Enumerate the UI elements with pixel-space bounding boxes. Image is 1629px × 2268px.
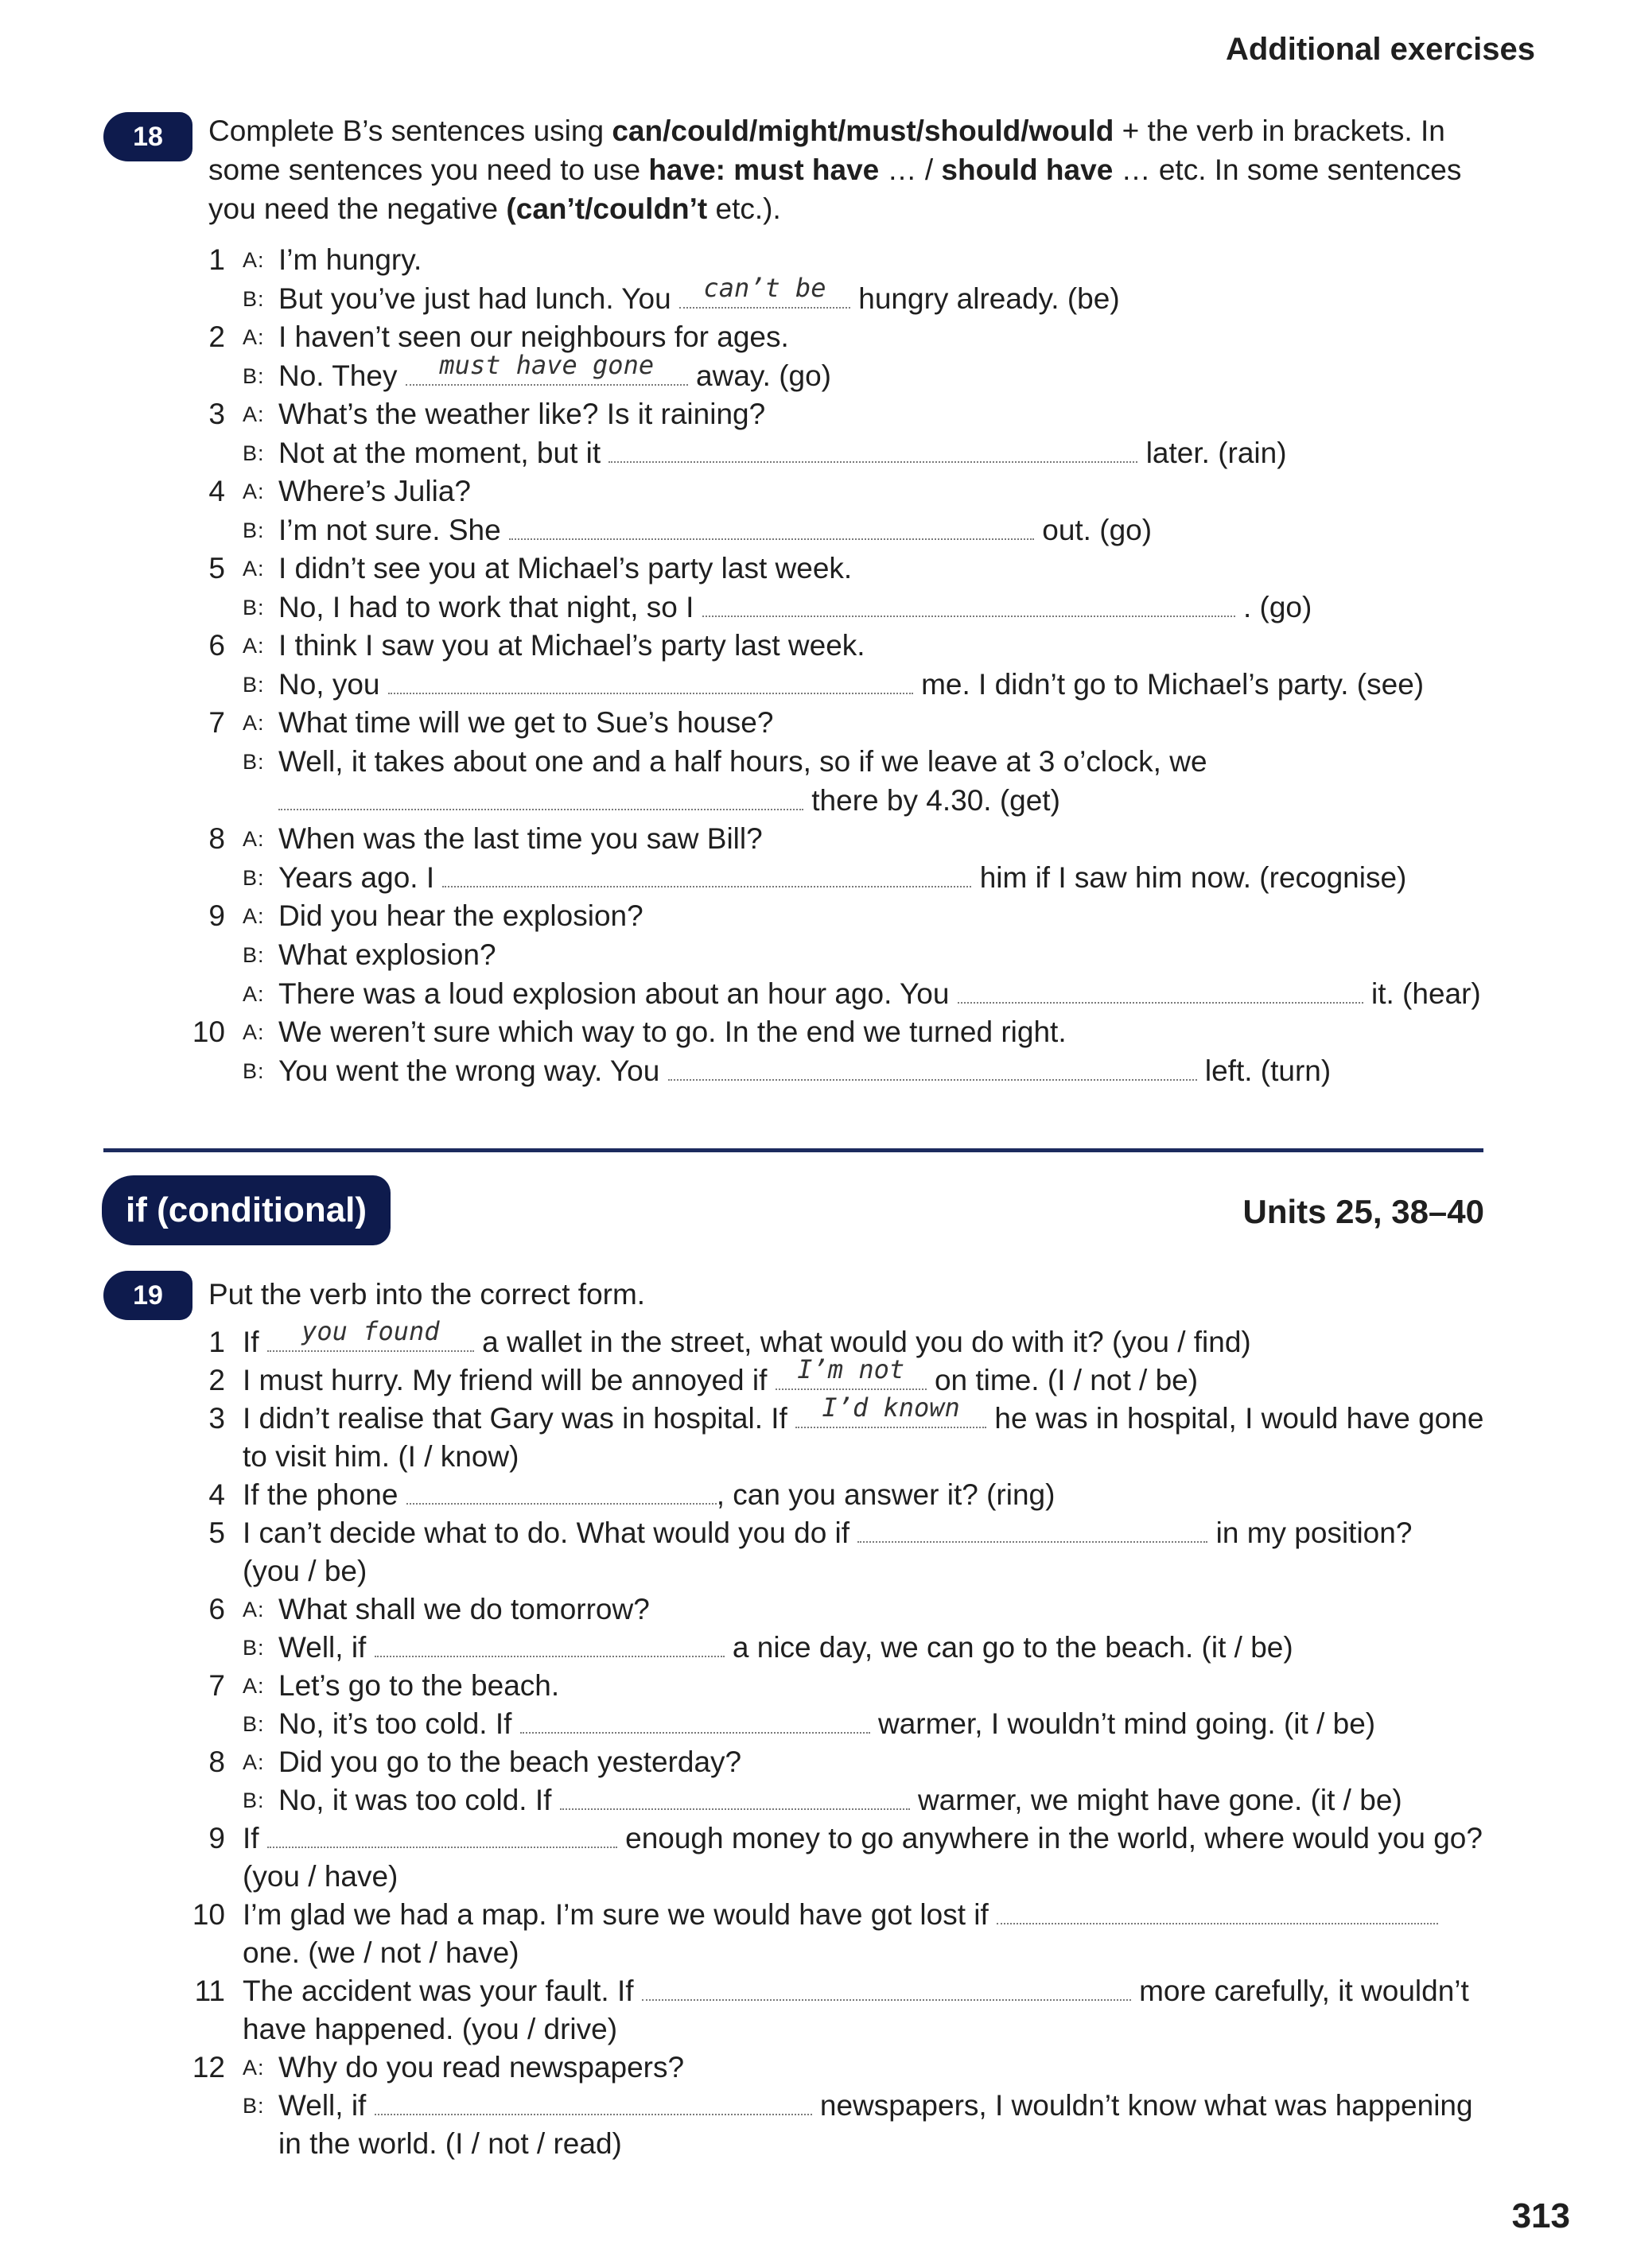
answer-blank[interactable]: [997, 1901, 1438, 1924]
speaker-label: A:: [243, 248, 265, 272]
item-number: 3: [208, 398, 225, 430]
exercise-line-cont: have happened. (you / drive): [243, 2013, 618, 2045]
dialogue-line-b: No, it’s too cold. If warmer, I wouldn’t mind going. (it / be): [278, 1707, 1376, 1740]
exercise-line-cont: (you / have): [243, 1860, 399, 1893]
dialogue-line-a: Did you hear the explosion?: [278, 899, 643, 932]
item-number: 2: [208, 320, 225, 353]
answer-blank[interactable]: [776, 1354, 927, 1390]
speaker-label: A:: [243, 1674, 265, 1698]
answer-blank[interactable]: [702, 593, 1235, 617]
answer-blank[interactable]: [679, 273, 850, 309]
exercise-line: I must hurry. My friend will be annoyed if I’m not on time. (I / not / be): [243, 1363, 1198, 1398]
dialogue-line-a: Where’s Julia?: [278, 475, 471, 507]
answer-blank[interactable]: [560, 1786, 910, 1810]
dialogue-line-a: Did you go to the beach yesterday?: [278, 1746, 742, 1778]
answer-blank[interactable]: [388, 670, 913, 694]
exercise-badge-18: 18: [103, 112, 192, 161]
speaker-label: A:: [243, 904, 265, 928]
answer-blank[interactable]: [442, 864, 971, 887]
exercise-19-instruction: Put the verb into the correct form.: [208, 1278, 646, 1311]
dialogue-line-a: I’m hungry.: [278, 243, 422, 276]
section-title: if (conditional): [102, 1175, 391, 1245]
speaker-label: B:: [243, 364, 265, 388]
speaker-label: B:: [243, 750, 265, 774]
answer-blank[interactable]: [520, 1710, 870, 1734]
item-number: 10: [192, 1016, 225, 1048]
dialogue-line-a: I haven’t seen our neighbours for ages.: [278, 320, 789, 353]
dialogue-line-b: But you’ve just had lunch. You can’t be hungry already. (be): [278, 282, 1120, 317]
exercise-line-cont: one. (we / not / have): [243, 1936, 519, 1969]
dialogue-line-b: What explosion?: [278, 938, 496, 971]
dialogue-line-b: You went the wrong way. You left. (turn): [278, 1054, 1332, 1087]
page-header-title: Additional exercises: [1225, 32, 1535, 67]
item-number: 6: [208, 1593, 225, 1625]
dialogue-line-a: What time will we get to Sue’s house?: [278, 706, 774, 739]
item-number: 7: [208, 1669, 225, 1702]
speaker-label: B:: [243, 943, 265, 967]
exercise-line: If the phone , can you answer it? (ring): [243, 1478, 1056, 1511]
speaker-label: B:: [243, 1059, 265, 1083]
speaker-label: B:: [243, 1788, 265, 1812]
speaker-label: A:: [243, 1598, 265, 1621]
exercise-line: I didn’t realise that Gary was in hospital. If I’d known he was in hospital, I would have gone: [243, 1401, 1483, 1436]
answer-blank[interactable]: [267, 1824, 617, 1848]
handwritten-answer: I’m not: [797, 1354, 905, 1384]
speaker-label: A:: [243, 325, 265, 349]
speaker-label: A:: [243, 982, 265, 1006]
answer-blank[interactable]: [608, 439, 1137, 463]
speaker-label: A:: [243, 711, 265, 735]
item-number: 10: [192, 1898, 225, 1931]
section-units: Units 25, 38–40: [1242, 1193, 1484, 1230]
speaker-label: B:: [243, 866, 265, 890]
speaker-label: B:: [243, 441, 265, 465]
item-number: 8: [208, 1746, 225, 1778]
dialogue-line-b: No, I had to work that night, so I . (go): [278, 591, 1312, 623]
item-number: 4: [208, 475, 225, 507]
item-number: 6: [208, 629, 225, 662]
speaker-label: A:: [243, 634, 265, 658]
handwritten-answer: I’d known: [822, 1392, 960, 1423]
speaker-label: A:: [243, 2056, 265, 2080]
item-number: 9: [208, 899, 225, 932]
dialogue-line-a: When was the last time you saw Bill?: [278, 822, 763, 855]
item-number: 11: [194, 1975, 225, 2007]
item-number: 3: [208, 1402, 225, 1435]
dialogue-line-a: We weren’t sure which way to go. In the end we turned right.: [278, 1016, 1067, 1048]
item-number: 5: [208, 1517, 225, 1549]
speaker-label: A:: [243, 480, 265, 503]
dialogue-line-b: No, you me. I didn’t go to Michael’s party. (see): [278, 668, 1425, 701]
dialogue-line-b: No, it was too cold. If warmer, we might have gone. (it / be): [278, 1784, 1402, 1816]
answer-blank[interactable]: [375, 2091, 812, 2115]
dialogue-line-a: What’s the weather like? Is it raining?: [278, 398, 766, 430]
answer-blank[interactable]: [406, 350, 688, 386]
answer-blank[interactable]: [857, 1519, 1207, 1543]
item-number: 7: [208, 706, 225, 739]
dialogue-line-b-cont: there by 4.30. (get): [278, 783, 1060, 818]
speaker-label: B:: [243, 2094, 265, 2118]
answer-blank[interactable]: [642, 1977, 1131, 2001]
item-number: 8: [208, 822, 225, 855]
exercise-line: If enough money to go anywhere in the world, where would you go?: [243, 1822, 1483, 1854]
dialogue-line-a: What shall we do tomorrow?: [278, 1593, 650, 1625]
dialogue-line-c: There was a loud explosion about an hour ago. You it. (hear): [278, 977, 1481, 1010]
exercise-line: The accident was your fault. If more carefully, it wouldn’t: [243, 1975, 1469, 2007]
dialogue-line-a: Let’s go to the beach.: [278, 1669, 560, 1702]
dialogue-line-b: I’m not sure. She out. (go): [278, 514, 1153, 546]
handwritten-answer: you found: [301, 1316, 440, 1346]
answer-blank[interactable]: [406, 1481, 717, 1505]
answer-blank[interactable]: [668, 1057, 1197, 1081]
exercise-line: If you found a wallet in the street, what would you do with it? (you / find): [243, 1325, 1251, 1360]
handwritten-answer: can’t be: [703, 273, 826, 303]
speaker-label: A:: [243, 1750, 265, 1774]
dialogue-line-b: Well, it takes about one and a half hours, so if we leave at 3 o’clock, we: [278, 745, 1207, 778]
exercise-line: I’m glad we had a map. I’m sure we would have got lost if: [243, 1897, 1438, 1932]
speaker-label: B:: [243, 287, 265, 311]
dialogue-line-b: Years ago. I him if I saw him now. (recognise): [278, 861, 1407, 894]
dialogue-line-b: Not at the moment, but it later. (rain): [278, 437, 1287, 469]
item-number: 1: [208, 1326, 225, 1358]
answer-blank[interactable]: [509, 516, 1034, 540]
section-divider: [103, 1148, 1483, 1152]
item-number: 2: [208, 1364, 225, 1396]
item-number: 4: [208, 1478, 225, 1511]
exercise-line-cont: to visit him. (I / know): [243, 1440, 519, 1473]
page-number: 313: [1511, 2196, 1570, 2235]
speaker-label: A:: [243, 557, 265, 581]
exercise-18-instruction: Complete B’s sentences using can/could/might/must/should/would + the verb in brackets. In some sentences you need to use have: must have … / should have … etc. In some sentences you need the negative (can’t/couldn’t etc.).: [208, 115, 1462, 225]
dialogue-line-a: I think I saw you at Michael’s party last week.: [278, 629, 865, 662]
speaker-label: A:: [243, 402, 265, 426]
dialogue-line-b-cont: in the world. (I / not / read): [278, 2127, 622, 2160]
exercise-badge-19: 19: [103, 1271, 192, 1320]
item-number: 9: [208, 1822, 225, 1854]
speaker-label: A:: [243, 1020, 265, 1044]
dialogue-line-b: No. They must have gone away. (go): [278, 359, 831, 394]
exercise-line-cont: (you / be): [243, 1555, 367, 1587]
answer-blank[interactable]: [958, 980, 1363, 1004]
dialogue-line-a: Why do you read newspapers?: [278, 2051, 685, 2084]
answer-blank[interactable]: [795, 1392, 986, 1428]
item-number: 12: [192, 2051, 225, 2084]
item-number: 1: [208, 243, 225, 276]
speaker-label: B:: [243, 673, 265, 697]
exercise-line: I can’t decide what to do. What would you do if in my position?: [243, 1517, 1413, 1549]
answer-blank[interactable]: [278, 786, 803, 810]
handwritten-answer: must have gone: [439, 350, 655, 380]
speaker-label: B:: [243, 596, 265, 619]
dialogue-line-b: Well, if a nice day, we can go to the beach. (it / be): [278, 1631, 1293, 1664]
item-number: 5: [208, 552, 225, 584]
dialogue-line-b: Well, if newspapers, I wouldn’t know what was happening: [278, 2089, 1473, 2122]
speaker-label: B:: [243, 1712, 265, 1736]
speaker-label: B:: [243, 518, 265, 542]
speaker-label: A:: [243, 827, 265, 851]
speaker-label: B:: [243, 1636, 265, 1660]
answer-blank[interactable]: [267, 1316, 474, 1352]
answer-blank[interactable]: [375, 1633, 725, 1657]
dialogue-line-a: I didn’t see you at Michael’s party last week.: [278, 552, 853, 584]
